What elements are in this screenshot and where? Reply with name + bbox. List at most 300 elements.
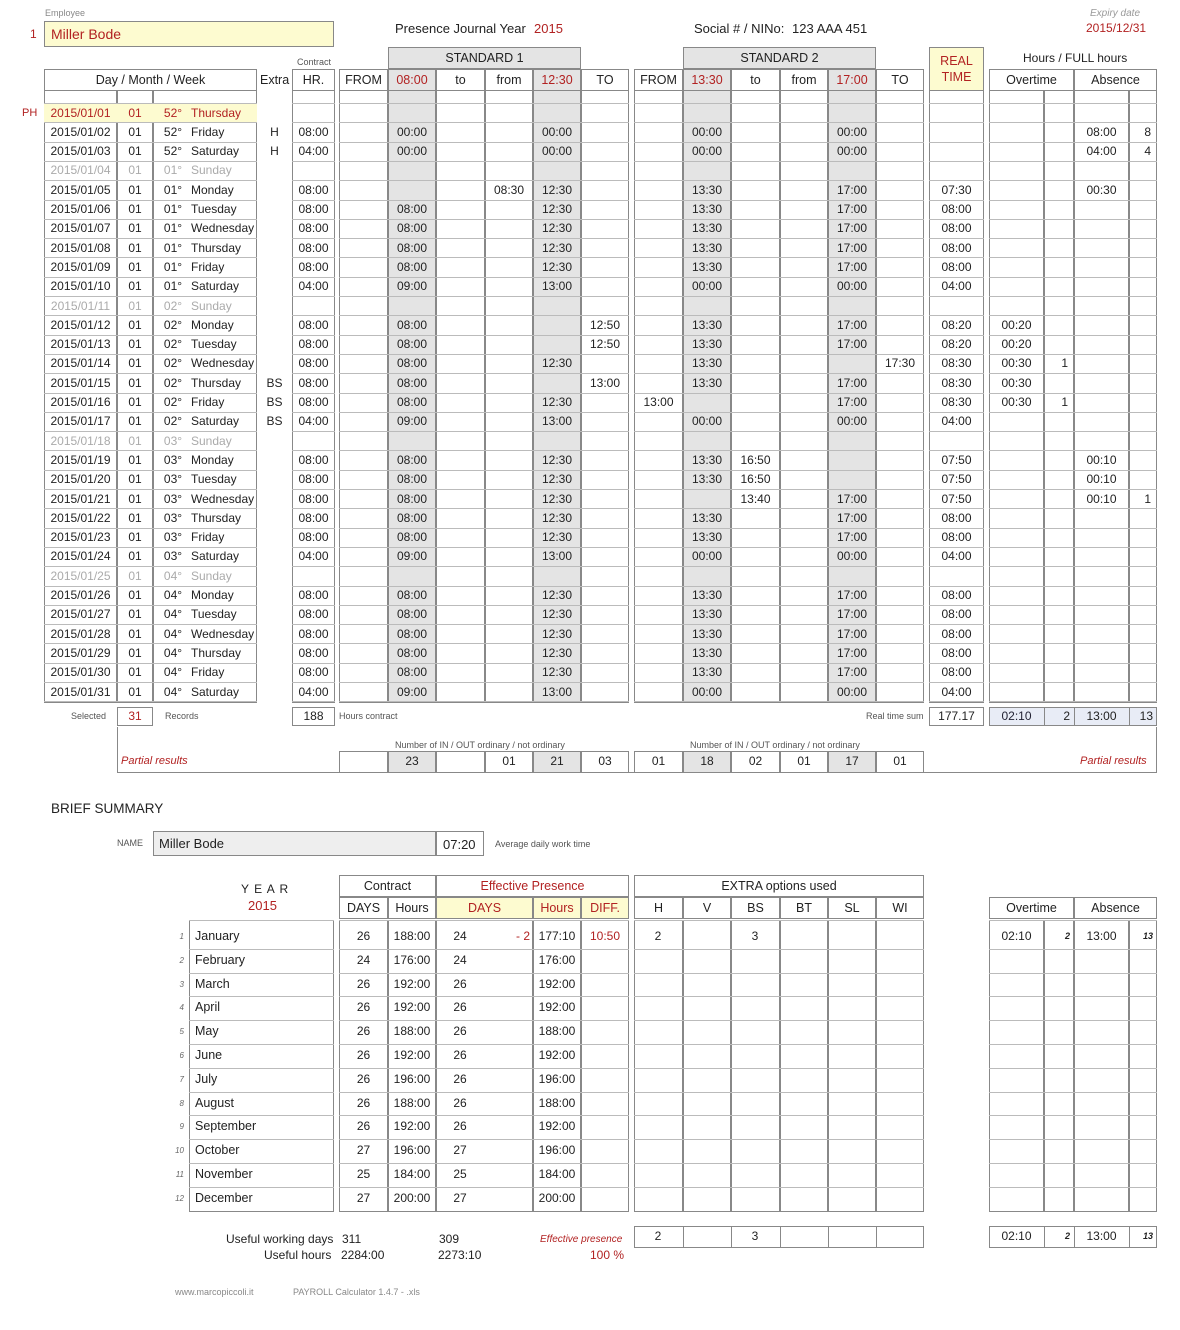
- cell-hr[interactable]: 08:00: [298, 626, 329, 641]
- cell-t1[interactable]: 00:00: [396, 144, 428, 159]
- summary-eh[interactable]: 192:00: [538, 1048, 576, 1062]
- cell-wk[interactable]: 01°: [163, 240, 183, 255]
- cell-day[interactable]: Wednesday: [191, 626, 255, 641]
- cell-t3[interactable]: 00:00: [691, 684, 723, 699]
- cell-wk[interactable]: 52°: [163, 144, 183, 159]
- cell-wk[interactable]: 03°: [163, 472, 183, 487]
- summary-name[interactable]: November: [195, 1167, 253, 1181]
- cell-f2[interactable]: 08:30: [493, 182, 525, 197]
- summary-ch[interactable]: 192:00: [393, 1119, 431, 1134]
- cell-t3[interactable]: 00:00: [691, 144, 723, 159]
- cell-t4[interactable]: 00:00: [836, 684, 868, 699]
- cell-wk[interactable]: 04°: [163, 588, 183, 602]
- cell-otf[interactable]: 1: [1061, 395, 1068, 409]
- cell-t4[interactable]: 17:00: [836, 182, 868, 197]
- cell-date[interactable]: 2015/01/16: [50, 395, 111, 409]
- summary-ab[interactable]: 13:00: [1086, 929, 1117, 943]
- cell-rt[interactable]: 08:20: [941, 317, 972, 332]
- summary-eh[interactable]: 177:10: [538, 929, 576, 943]
- cell-day[interactable]: Thursday: [191, 375, 242, 390]
- summary-ed[interactable]: 26: [453, 1071, 467, 1086]
- cell-f4[interactable]: 16:50: [740, 452, 771, 467]
- cell-t3[interactable]: 00:00: [691, 124, 723, 139]
- summary-ch[interactable]: 192:00: [393, 1048, 431, 1062]
- cell-t3[interactable]: 00:00: [691, 549, 723, 564]
- summary-n[interactable]: 7: [179, 1074, 184, 1084]
- cell-t3[interactable]: 00:00: [691, 414, 723, 429]
- cell-t2[interactable]: 12:30: [541, 202, 573, 216]
- summary-name[interactable]: April: [195, 1000, 221, 1015]
- cell-mo[interactable]: 01: [128, 684, 142, 699]
- cell-t2[interactable]: 12:30: [541, 491, 573, 506]
- cell-day[interactable]: Saturday: [191, 279, 240, 294]
- summary-ed[interactable]: 27: [453, 1143, 467, 1158]
- cell-wk[interactable]: 02°: [163, 356, 183, 371]
- cell-wk[interactable]: 03°: [163, 433, 183, 448]
- summary-name[interactable]: July: [195, 1071, 218, 1086]
- cell-t2[interactable]: 12:30: [541, 452, 573, 467]
- cell-t1[interactable]: 09:00: [396, 684, 428, 699]
- cell-t3[interactable]: 13:30: [691, 240, 723, 255]
- cell-hr[interactable]: 08:00: [298, 395, 329, 409]
- cell-t2[interactable]: 12:30: [541, 607, 573, 622]
- cell-t4[interactable]: 17:00: [836, 375, 868, 390]
- cell-wk[interactable]: 01°: [163, 163, 183, 178]
- cell-t4[interactable]: 17:00: [836, 259, 868, 274]
- cell-mo[interactable]: 01: [128, 279, 142, 294]
- cell-day[interactable]: Tuesday: [191, 607, 237, 622]
- summary-cd[interactable]: 27: [356, 1143, 371, 1158]
- cell-mo[interactable]: 01: [128, 491, 142, 506]
- cell-rt[interactable]: 08:30: [941, 395, 972, 409]
- summary-ch[interactable]: 188:00: [393, 1024, 431, 1039]
- cell-mo[interactable]: 01: [128, 607, 142, 622]
- cell-t3[interactable]: 13:30: [691, 202, 723, 216]
- cell-mo[interactable]: 01: [128, 298, 142, 313]
- cell-wk[interactable]: 02°: [163, 337, 183, 352]
- summary-cd[interactable]: 24: [356, 952, 371, 967]
- cell-abf[interactable]: 4: [1144, 144, 1151, 159]
- cell-day[interactable]: Thursday: [191, 240, 242, 255]
- cell-t1[interactable]: 00:00: [396, 124, 428, 139]
- summary-cd[interactable]: 26: [356, 1095, 371, 1110]
- cell-t2[interactable]: 12:30: [541, 626, 573, 641]
- cell-day[interactable]: Sunday: [191, 568, 232, 583]
- cell-day[interactable]: Monday: [191, 452, 234, 467]
- cell-mo[interactable]: 01: [128, 645, 142, 660]
- cell-t1[interactable]: 08:00: [396, 530, 428, 545]
- cell-t1[interactable]: 09:00: [396, 549, 428, 564]
- cell-t1[interactable]: 08:00: [396, 607, 428, 622]
- cell-mo[interactable]: 01: [128, 182, 142, 197]
- cell-rt[interactable]: 08:00: [941, 588, 972, 602]
- cell-T2[interactable]: 17:30: [884, 356, 916, 371]
- cell-mo[interactable]: 01: [128, 375, 142, 390]
- cell-wk[interactable]: 52°: [163, 105, 183, 120]
- cell-ot[interactable]: 00:30: [1001, 375, 1032, 390]
- cell-rt[interactable]: 08:00: [941, 645, 972, 660]
- cell-f4[interactable]: 16:50: [740, 472, 771, 487]
- cell-day[interactable]: Sunday: [191, 163, 232, 178]
- cell-t3[interactable]: 13:30: [691, 510, 723, 525]
- summary-otn[interactable]: 2: [1064, 931, 1070, 941]
- cell-t4[interactable]: 00:00: [836, 124, 868, 139]
- summary-n[interactable]: 11: [175, 1170, 184, 1179]
- cell-mo[interactable]: 01: [128, 414, 142, 429]
- summary-name[interactable]: September: [195, 1119, 257, 1134]
- cell-t1[interactable]: 09:00: [396, 414, 428, 429]
- cell-ab[interactable]: 00:30: [1086, 182, 1117, 197]
- cell-rt[interactable]: 08:00: [941, 202, 972, 216]
- summary-eh[interactable]: 196:00: [538, 1071, 576, 1086]
- cell-t4[interactable]: 17:00: [836, 530, 868, 545]
- summary-abn[interactable]: 13: [1142, 931, 1153, 941]
- cell-date[interactable]: 2015/01/30: [50, 665, 111, 680]
- cell-rt[interactable]: 07:50: [941, 472, 972, 487]
- cell-t2[interactable]: 12:30: [541, 510, 573, 525]
- cell-day[interactable]: Tuesday: [191, 337, 237, 352]
- cell-rt[interactable]: 07:50: [941, 452, 972, 467]
- cell-date[interactable]: 2015/01/05: [50, 182, 111, 197]
- cell-date[interactable]: 2015/01/07: [50, 221, 111, 236]
- cell-ex[interactable]: H: [270, 124, 279, 139]
- cell-date[interactable]: 2015/01/27: [50, 607, 111, 622]
- cell-t1[interactable]: 08:00: [396, 317, 428, 332]
- cell-date[interactable]: 2015/01/17: [50, 414, 111, 429]
- cell-hr[interactable]: 08:00: [298, 356, 329, 371]
- cell-t4[interactable]: 17:00: [836, 337, 868, 352]
- cell-t1[interactable]: 08:00: [396, 510, 428, 525]
- cell-date[interactable]: 2015/01/08: [50, 240, 111, 255]
- cell-t1[interactable]: 08:00: [396, 645, 428, 660]
- cell-ab[interactable]: 00:10: [1086, 452, 1117, 467]
- summary-ch[interactable]: 196:00: [393, 1071, 431, 1086]
- cell-day[interactable]: Wednesday: [191, 221, 255, 236]
- cell-mo[interactable]: 01: [128, 665, 142, 680]
- cell-t3[interactable]: 00:00: [691, 279, 723, 294]
- cell-t2[interactable]: 00:00: [541, 144, 573, 159]
- cell-day[interactable]: Friday: [191, 665, 225, 680]
- cell-mo[interactable]: 01: [128, 221, 142, 236]
- cell-F3[interactable]: 13:00: [643, 395, 674, 409]
- cell-t4[interactable]: 17:00: [836, 645, 868, 660]
- cell-wk[interactable]: 03°: [163, 491, 183, 506]
- cell-t4[interactable]: 00:00: [836, 144, 868, 159]
- cell-hr[interactable]: 08:00: [298, 452, 329, 467]
- cell-t2[interactable]: 12:30: [541, 221, 573, 236]
- cell-t1[interactable]: 08:00: [396, 337, 428, 352]
- cell-rt[interactable]: 08:20: [941, 337, 972, 352]
- cell-t2[interactable]: 12:30: [541, 240, 573, 255]
- summary-ch[interactable]: 196:00: [393, 1143, 431, 1158]
- footer-site[interactable]: www.marcopiccoli.it: [175, 1287, 254, 1297]
- cell-day[interactable]: Sunday: [191, 433, 232, 448]
- cell-wk[interactable]: 02°: [163, 298, 183, 313]
- cell-mo[interactable]: 01: [128, 433, 142, 448]
- summary-eh[interactable]: 192:00: [538, 1000, 576, 1015]
- cell-hr[interactable]: 08:00: [298, 530, 329, 545]
- cell-rt[interactable]: 08:30: [941, 375, 972, 390]
- summary-eh[interactable]: 176:00: [538, 952, 576, 967]
- cell-date[interactable]: 2015/01/03: [50, 144, 111, 159]
- cell-day[interactable]: Sunday: [191, 298, 232, 313]
- cell-day[interactable]: Saturday: [191, 549, 240, 564]
- cell-t4[interactable]: 17:00: [836, 395, 868, 409]
- cell-rt[interactable]: 04:00: [941, 549, 972, 564]
- summary-ed[interactable]: 27: [453, 1190, 467, 1205]
- cell-wk[interactable]: 01°: [163, 259, 183, 274]
- cell-ot[interactable]: 00:30: [1001, 395, 1032, 409]
- cell-ab[interactable]: 00:10: [1086, 491, 1117, 506]
- cell-t4[interactable]: 17:00: [836, 626, 868, 641]
- summary-name[interactable]: March: [195, 976, 230, 991]
- cell-t3[interactable]: 13:30: [691, 665, 723, 680]
- cell-rt[interactable]: 08:00: [941, 259, 972, 274]
- summary-n[interactable]: 10: [175, 1146, 184, 1156]
- summary-cd[interactable]: 26: [356, 976, 371, 991]
- cell-t1[interactable]: 08:00: [396, 240, 428, 255]
- cell-mo[interactable]: 01: [128, 337, 142, 352]
- cell-T1[interactable]: 12:50: [589, 317, 621, 332]
- cell-t3[interactable]: 13:30: [691, 337, 723, 352]
- cell-date[interactable]: 2015/01/13: [50, 337, 111, 352]
- cell-t4[interactable]: 17:00: [836, 240, 868, 255]
- cell-rt[interactable]: 07:50: [941, 491, 972, 506]
- cell-mo[interactable]: 01: [128, 202, 142, 216]
- cell-rt[interactable]: 08:00: [941, 665, 972, 680]
- summary-name[interactable]: February: [195, 952, 246, 967]
- cell-hr[interactable]: 08:00: [298, 259, 329, 274]
- summary-n[interactable]: 8: [179, 1098, 184, 1108]
- cell-rt[interactable]: 04:00: [941, 279, 972, 294]
- cell-T1[interactable]: 12:50: [589, 337, 621, 352]
- cell-day[interactable]: Saturday: [191, 414, 240, 429]
- cell-t3[interactable]: 13:30: [691, 588, 723, 602]
- summary-extra-value[interactable]: 2: [654, 929, 662, 943]
- summary-n[interactable]: 9: [179, 1122, 184, 1132]
- cell-t2[interactable]: 12:30: [541, 645, 573, 660]
- summary-name[interactable]: January: [195, 929, 240, 943]
- cell-ab[interactable]: 00:10: [1086, 472, 1117, 487]
- cell-date[interactable]: 2015/01/29: [50, 645, 111, 660]
- cell-mo[interactable]: 01: [128, 472, 142, 487]
- summary-name[interactable]: August: [195, 1095, 234, 1110]
- cell-t4[interactable]: 00:00: [836, 414, 868, 429]
- cell-wk[interactable]: 03°: [163, 549, 183, 564]
- cell-day[interactable]: Thursday: [191, 105, 242, 120]
- cell-hr[interactable]: 08:00: [298, 202, 329, 216]
- cell-date[interactable]: 2015/01/19: [50, 452, 111, 467]
- cell-t1[interactable]: 08:00: [396, 626, 428, 641]
- cell-t2[interactable]: 12:30: [541, 530, 573, 545]
- summary-edd[interactable]: - 2: [515, 929, 530, 943]
- cell-wk[interactable]: 04°: [163, 645, 183, 660]
- cell-mo[interactable]: 01: [128, 588, 142, 602]
- cell-hr[interactable]: 08:00: [298, 665, 329, 680]
- cell-wk[interactable]: 02°: [163, 395, 183, 409]
- summary-ed[interactable]: 26: [453, 976, 467, 991]
- summary-cd[interactable]: 26: [356, 1000, 371, 1015]
- cell-day[interactable]: Saturday: [191, 144, 240, 159]
- cell-wk[interactable]: 03°: [163, 530, 183, 545]
- cell-ex[interactable]: BS: [266, 414, 283, 429]
- cell-t4[interactable]: 17:00: [836, 221, 868, 236]
- cell-mo[interactable]: 01: [128, 356, 142, 371]
- cell-t2[interactable]: 13:00: [541, 279, 573, 294]
- cell-mo[interactable]: 01: [128, 317, 142, 332]
- summary-eh[interactable]: 192:00: [538, 976, 576, 991]
- cell-wk[interactable]: 04°: [163, 607, 183, 622]
- summary-extra-value[interactable]: 3: [751, 929, 759, 943]
- cell-date[interactable]: 2015/01/14: [50, 356, 111, 371]
- cell-rt[interactable]: 08:30: [941, 356, 972, 371]
- cell-hr[interactable]: 08:00: [298, 240, 329, 255]
- cell-t3[interactable]: 13:30: [691, 472, 723, 487]
- cell-t2[interactable]: 13:00: [541, 549, 573, 564]
- cell-t1[interactable]: 08:00: [396, 588, 428, 602]
- summary-n[interactable]: 4: [179, 1003, 184, 1013]
- cell-t2[interactable]: 13:00: [541, 414, 573, 429]
- cell-mo[interactable]: 01: [128, 105, 142, 120]
- cell-t3[interactable]: 13:30: [691, 626, 723, 641]
- summary-n[interactable]: 1: [179, 932, 184, 941]
- cell-date[interactable]: 2015/01/10: [50, 279, 111, 294]
- cell-wk[interactable]: 52°: [163, 124, 183, 139]
- cell-day[interactable]: Tuesday: [191, 472, 237, 487]
- summary-cd[interactable]: 26: [356, 1071, 371, 1086]
- cell-date[interactable]: 2015/01/04: [50, 163, 111, 178]
- cell-t2[interactable]: 00:00: [541, 124, 573, 139]
- cell-date[interactable]: 2015/01/24: [50, 549, 111, 564]
- cell-day[interactable]: Monday: [191, 182, 234, 197]
- cell-date[interactable]: 2015/01/06: [50, 202, 111, 216]
- cell-ex[interactable]: BS: [266, 395, 283, 409]
- cell-otf[interactable]: 1: [1061, 356, 1068, 371]
- cell-day[interactable]: Monday: [191, 317, 234, 332]
- cell-date[interactable]: 2015/01/02: [50, 124, 111, 139]
- cell-hr[interactable]: 08:00: [298, 510, 329, 525]
- cell-t4[interactable]: 17:00: [836, 317, 868, 332]
- cell-date[interactable]: 2015/01/26: [50, 588, 111, 602]
- cell-t4[interactable]: 17:00: [836, 510, 868, 525]
- cell-date[interactable]: 2015/01/15: [50, 375, 111, 390]
- cell-t1[interactable]: 08:00: [396, 202, 428, 216]
- cell-hr[interactable]: 08:00: [298, 124, 329, 139]
- cell-rt[interactable]: 07:30: [941, 182, 972, 197]
- cell-rt[interactable]: 04:00: [941, 684, 972, 699]
- summary-eh[interactable]: 192:00: [538, 1119, 576, 1134]
- employee-name-field[interactable]: [44, 21, 334, 47]
- summary-n[interactable]: 5: [179, 1027, 184, 1037]
- cell-abf[interactable]: 8: [1144, 124, 1151, 139]
- summary-cd[interactable]: 26: [356, 1024, 371, 1039]
- cell-t1[interactable]: 09:00: [396, 279, 428, 294]
- cell-date[interactable]: 2015/01/31: [50, 684, 111, 699]
- summary-name[interactable]: June: [195, 1048, 223, 1062]
- cell-mo[interactable]: 01: [128, 124, 142, 139]
- cell-day[interactable]: Friday: [191, 530, 225, 545]
- cell-rt[interactable]: 08:00: [941, 510, 972, 525]
- cell-t3[interactable]: 13:30: [691, 375, 723, 390]
- summary-df[interactable]: 10:50: [589, 929, 621, 943]
- summary-ch[interactable]: 176:00: [393, 952, 431, 967]
- cell-t3[interactable]: 13:30: [691, 530, 723, 545]
- cell-t2[interactable]: 12:30: [541, 665, 573, 680]
- cell-mo[interactable]: 01: [128, 549, 142, 564]
- cell-rt[interactable]: 08:00: [941, 626, 972, 641]
- cell-day[interactable]: Friday: [191, 259, 225, 274]
- cell-t2[interactable]: 12:30: [541, 588, 573, 602]
- cell-hr[interactable]: 08:00: [298, 317, 329, 332]
- summary-ed[interactable]: 26: [453, 1000, 467, 1015]
- summary-n[interactable]: 2: [179, 955, 184, 965]
- cell-t2[interactable]: 12:30: [541, 395, 573, 409]
- cell-ex[interactable]: BS: [266, 375, 283, 390]
- summary-ch[interactable]: 188:00: [393, 929, 431, 943]
- cell-t2[interactable]: 12:30: [541, 259, 573, 274]
- summary-name[interactable]: May: [195, 1024, 219, 1039]
- cell-rt[interactable]: 08:00: [941, 240, 972, 255]
- cell-day[interactable]: Thursday: [191, 645, 242, 660]
- summary-ed[interactable]: 26: [453, 1095, 467, 1110]
- cell-rt[interactable]: 08:00: [941, 530, 972, 545]
- cell-hr[interactable]: 08:00: [298, 588, 329, 602]
- cell-rt[interactable]: 04:00: [941, 414, 972, 429]
- summary-eh[interactable]: 184:00: [538, 1167, 576, 1181]
- cell-mo[interactable]: 01: [128, 240, 142, 255]
- cell-wk[interactable]: 02°: [163, 317, 183, 332]
- cell-t1[interactable]: 08:00: [396, 221, 428, 236]
- cell-date[interactable]: 2015/01/23: [50, 530, 111, 545]
- summary-ch[interactable]: 188:00: [393, 1095, 431, 1110]
- cell-day[interactable]: Friday: [191, 395, 225, 409]
- cell-date[interactable]: 2015/01/12: [50, 317, 111, 332]
- cell-hr[interactable]: 04:00: [298, 144, 329, 159]
- cell-hr[interactable]: 08:00: [298, 491, 329, 506]
- cell-wk[interactable]: 01°: [163, 279, 183, 294]
- cell-t3[interactable]: 13:30: [691, 356, 723, 371]
- cell-wk[interactable]: 04°: [163, 626, 183, 641]
- cell-date[interactable]: 2015/01/21: [50, 491, 111, 506]
- summary-n[interactable]: 3: [179, 979, 184, 989]
- cell-T1[interactable]: 13:00: [589, 375, 621, 390]
- cell-ab[interactable]: 04:00: [1086, 144, 1117, 159]
- cell-t1[interactable]: 08:00: [396, 491, 428, 506]
- cell-rt[interactable]: 08:00: [941, 607, 972, 622]
- summary-n[interactable]: 6: [179, 1051, 184, 1060]
- cell-ot[interactable]: 00:30: [1001, 356, 1032, 371]
- cell-hr[interactable]: 08:00: [298, 607, 329, 622]
- cell-date[interactable]: 2015/01/18: [50, 433, 111, 448]
- cell-abf[interactable]: 1: [1144, 491, 1151, 506]
- cell-hr[interactable]: 04:00: [298, 279, 329, 294]
- summary-ed[interactable]: 26: [453, 1119, 467, 1134]
- summary-ch[interactable]: 184:00: [393, 1167, 431, 1181]
- cell-mo[interactable]: 01: [128, 395, 142, 409]
- cell-t4[interactable]: 17:00: [836, 491, 868, 506]
- cell-date[interactable]: 2015/01/20: [50, 472, 111, 487]
- summary-cd[interactable]: 26: [356, 929, 371, 943]
- cell-day[interactable]: Tuesday: [191, 202, 237, 216]
- cell-date[interactable]: 2015/01/22: [50, 510, 111, 525]
- summary-ch[interactable]: 192:00: [393, 1000, 431, 1015]
- cell-t1[interactable]: 08:00: [396, 259, 428, 274]
- cell-ex[interactable]: H: [270, 144, 279, 159]
- summary-cd[interactable]: 25: [356, 1167, 371, 1181]
- cell-t4[interactable]: 17:00: [836, 202, 868, 216]
- summary-ch[interactable]: 200:00: [393, 1190, 431, 1205]
- cell-date[interactable]: 2015/01/11: [50, 298, 111, 313]
